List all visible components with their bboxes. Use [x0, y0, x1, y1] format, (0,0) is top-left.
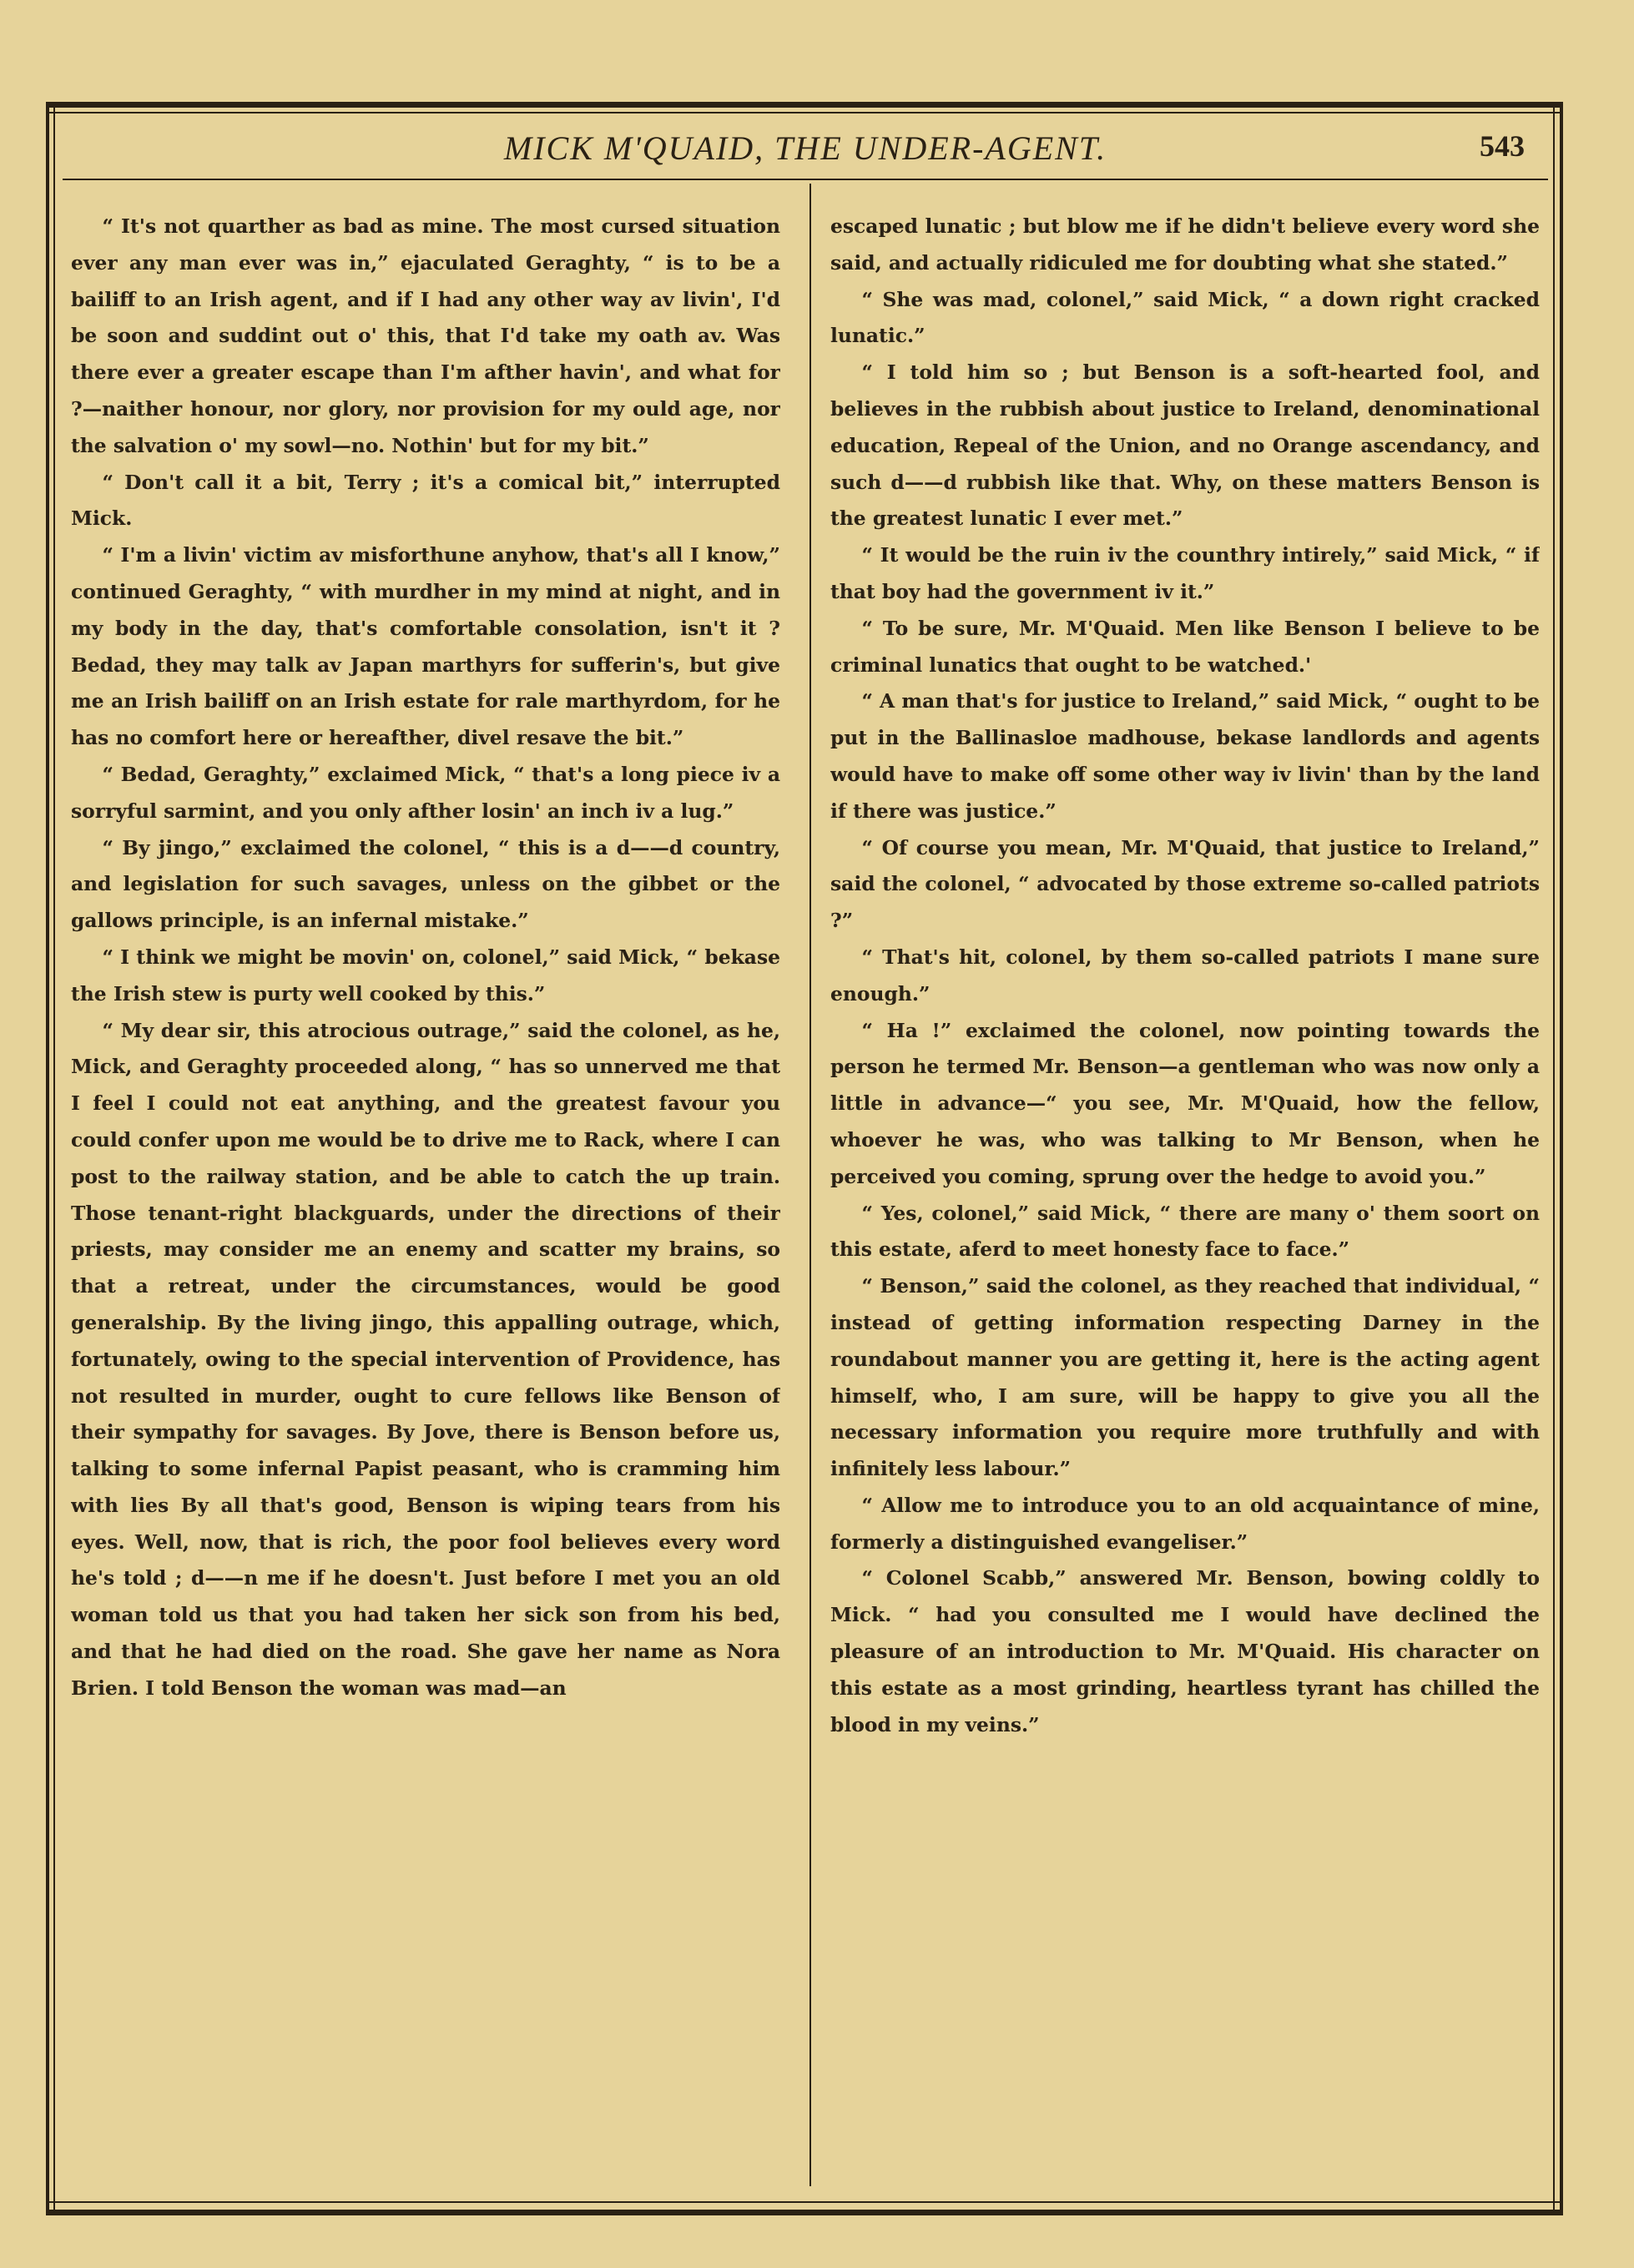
paragraph-continued: escaped lunatic ; but blow me if he didn't believe every word she said, and actually ridiculed me for doubting what she stated.” — [830, 214, 1540, 275]
paragraph: “ I think we might be movin' on, colonel,” said Mick, “ bekase the Irish stew is purty well cooked by this.” — [71, 945, 780, 1005]
right-column — [830, 209, 1540, 2195]
running-title: MICK M'QUAID, THE UNDER-AGENT. — [503, 129, 1107, 167]
paragraph: “ To be sure, Mr. M'Quaid. Men like Benson I believe to be criminal lunatics that ought to be watched.' — [830, 616, 1540, 677]
magazine-page — [46, 92, 1563, 2228]
left-border-thin-rule — [53, 102, 55, 2215]
paragraph: “ Yes, colonel,” said Mick, “ there are many o' them soort on this estate, aferd to meet honesty face to face.” — [830, 1201, 1540, 1262]
top-border-rule — [46, 102, 1563, 108]
left-border-rule — [46, 102, 49, 2215]
page-number: 543 — [1480, 129, 1525, 163]
page-header — [63, 129, 1548, 179]
bottom-border-thin-rule — [46, 2201, 1563, 2203]
paragraph: “ She was mad, colonel,” said Mick, “ a down right cracked lunatic.” — [830, 287, 1540, 348]
paragraph: “ It would be the ruin iv the counthry intirely,” said Mick, “ if that boy had the government iv it.” — [830, 543, 1540, 603]
paragraph: “ Don't call it a bit, Terry ; it's a comical bit,” interrupted Mick. — [71, 470, 780, 531]
paragraph: “ Colonel Scabb,” answered Mr. Benson, bowing coldly to Mick. “ had you consulted me I would have declined the pleasure of an introduction to Mr. M'Quaid. His character on this estate as a most grinding, heartless tyrant has chilled the blood in my veins.” — [830, 1566, 1540, 1736]
paragraph: “ Ha !” exclaimed the colonel, now pointing towards the person he termed Mr. Benson—a gentleman who was now only a little in advance—“ you see, Mr. M'Quaid, how the fellow, whoever he was, who was talking to Mr Benson, when he perceived you coming, sprung over the hedge to avoid you.” — [830, 1018, 1540, 1188]
paragraph: “ I'm a livin' victim av misforthune anyhow, that's all I know,” continued Geraghty, “ with murdher in my mind at night, and in my body in the day, that's comfortable consolation, isn't it ? Bedad, they may talk av Japan marthyrs for sufferin's, but give me an Irish bailiff on an Irish estate for rale marthyrdom, for he has no comfort here or hereafther, divel resave the bit.” — [71, 543, 780, 750]
paragraph: “ A man that's for justice to Ireland,” said Mick, “ ought to be put in the Ballinasloe madhouse, bekase landlords and agents would have to make off some other way iv livin' than by the land if there was justice.” — [830, 689, 1540, 823]
paragraph: “ Benson,” said the colonel, as they reached that individual, “ instead of getting information respecting Darney in the roundabout manner you are getting it, here is the acting agent himself, who, I am sure, will be happy to give you all the necessary information you require more truthfully and with infinitely less labour.” — [830, 1274, 1540, 1481]
header-rule — [63, 179, 1548, 180]
left-column — [71, 209, 780, 2195]
right-border-thin-rule — [1553, 102, 1555, 2215]
paragraph: “ My dear sir, this atrocious outrage,” said the colonel, as he, Mick, and Geraghty proceeded along, “ has so unnerved me that I feel I could not eat anything, and the greatest favour you could confer upon me would be to drive me to Rack, where I can post to the railway station, and be able to catch the up train. Those tenant-right blackguards, under the directions of their priests, may consider me an enemy and scatter my brains, so that a retreat, under the circumstances, would be good generalship. By the living jingo, this appalling outrage, which, fortunately, owing to the special intervention of Providence, has not resulted in murder, ought to cure fellows like Benson of their sympathy for savages. By Jove, there is Benson before us, talking to some infernal Papist peasant, who is cramming him with lies By all that's good, Benson is wiping tears from his eyes. Well, now, that is rich, the poor fool believes every word he's told ; d——n me if he doesn't. Just before I met you an old woman told us that you had taken her sick son from his bed, and that he had died on the road. She gave her name as Nora Brien. I told Benson the woman was mad—an — [71, 1018, 780, 1700]
bottom-border-rule — [46, 2210, 1563, 2215]
right-border-rule — [1560, 102, 1563, 2215]
paragraph: “ By jingo,” exclaimed the colonel, “ this is a d——d country, and legislation for such savages, unless on the gibbet or the gallows principle, is an infernal mistake.” — [71, 835, 780, 933]
top-border-thin-rule — [46, 112, 1563, 113]
paragraph: “ That's hit, colonel, by them so-called patriots I mane sure enough.” — [830, 945, 1540, 1005]
paragraph: “ I told him so ; but Benson is a soft-hearted fool, and believes in the rubbish about justice to Ireland, denominational education, Repeal of the Union, and no Orange ascendancy, and such d——d rubbish like that. Why, on these matters Benson is the greatest lunatic I ever met.” — [830, 360, 1540, 531]
paragraph: “ Allow me to introduce you to an old acquaintance of mine, formerly a distinguished evangeliser.” — [830, 1493, 1540, 1554]
paragraph: “ It's not quarther as bad as mine. The most cursed situation ever any man ever was in,” ejaculated Geraghty, “ is to be a bailiff to an Irish agent, and if I had any other way av livin', I'd be soon and suddint out o' this, that I'd take my oath av. Was there ever a greater escape than I'm afther havin', and what for ?—naither honour, nor glory, nor provision for my ould age, nor the salvation o' my sowl—no. Nothin' but for my bit.” — [71, 214, 780, 457]
column-divider — [809, 184, 811, 2186]
paragraph: “ Of course you mean, Mr. M'Quaid, that justice to Ireland,” said the colonel, “ advocated by those extreme so-called patriots ?” — [830, 835, 1540, 933]
paragraph: “ Bedad, Geraghty,” exclaimed Mick, “ that's a long piece iv a sorryful sarmint, and you only afther losin' an inch iv a lug.” — [71, 762, 780, 823]
